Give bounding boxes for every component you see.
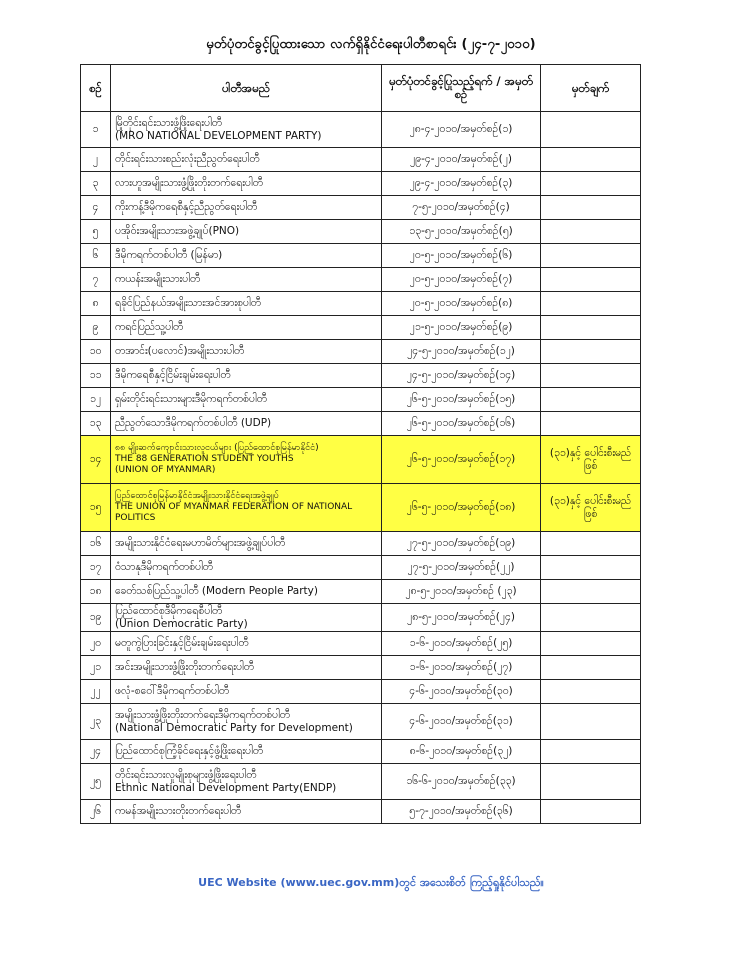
- header-registration-date: မှတ်ပုံတင်ခွင့်ပြုသည့်ရက် / အမှတ်စဉ်: [382, 65, 541, 112]
- row-number: ၂၁: [81, 656, 111, 680]
- party-name-cell: [111, 244, 382, 268]
- party-name: တအာင်း(ပလောင်)အမျိုးသားပါတီ: [115, 345, 245, 357]
- party-name-cell: [111, 364, 382, 388]
- table-row: [81, 340, 641, 364]
- registration-date-cell: ၅-၇-၂၀၁၀/အမှတ်စဉ်(၃၆): [382, 800, 541, 824]
- row-number: ၁၄: [81, 436, 111, 484]
- registration-date-cell: ၂၆-၅-၂၀၁၀/အမှတ်စဉ်(၁၈): [382, 484, 541, 532]
- party-name: လားဟူအမျိုးသားဖွံ့ဖြိုးတိုးတက်ရေးပါတီ: [115, 177, 263, 189]
- party-name-line: Ethnic National Development Party(ENDP): [115, 781, 337, 794]
- remarks-cell: [541, 340, 641, 364]
- party-name-line: POLITICS: [115, 513, 156, 523]
- registration-date-cell: ၂၆-၅-၂၀၁၀/အမှတ်စဉ်(၁၇): [382, 436, 541, 484]
- row-number: ၁၉: [81, 604, 111, 632]
- table-row: [81, 412, 641, 436]
- registration-date-cell: ၂၀-၅-၂၀၁၀/အမှတ်စဉ်(၆): [382, 244, 541, 268]
- remarks-cell: [541, 656, 641, 680]
- registration-date-cell: ၁-၆-၂၀၁၀/အမှတ်စဉ်(၂၇): [382, 656, 541, 680]
- row-number: ၁: [81, 112, 111, 148]
- remarks-cell: (၃၁)နှင့် ပေါင်းစီးမည်ဖြစ်: [541, 484, 641, 532]
- party-name: ပအိုဝ်းအမျိုးသားအဖွဲ့ချုပ်(PNO): [115, 225, 240, 237]
- party-name-cell: [111, 292, 382, 316]
- party-name-cell: [111, 604, 382, 632]
- table-row: [81, 268, 641, 292]
- registration-date-cell: ၂၉-၄-၂၀၁၀/အမှတ်စဉ်(၃): [382, 172, 541, 196]
- remarks-cell: [541, 800, 641, 824]
- table-row: [81, 436, 641, 484]
- table-header-row: [81, 65, 641, 112]
- table-row: [81, 604, 641, 632]
- row-number: ၁၇: [81, 556, 111, 580]
- table-row: [81, 556, 641, 580]
- party-name-line: THE 88 GENERATION STUDENT YOUTHS: [115, 454, 294, 464]
- registration-date-cell: ၈-၆-၂၀၁၀/အမှတ်စဉ်(၃၂): [382, 740, 541, 764]
- party-name: တိုင်းရင်းသားစည်းလုံးညီညွတ်ရေးပါတီ: [115, 153, 260, 165]
- registration-date-cell: ၂၇-၅-၂၀၁၀/အမှတ်စဉ်(၂၂): [382, 556, 541, 580]
- registration-date-cell: ၂၆-၅-၂၀၁၀/အမှတ်စဉ်(၁၆): [382, 412, 541, 436]
- party-name: အမျိုးသားဖွံ့ဖြိုးတိုးတက်ရေးဒီမိုကရက်တစ်ပါတီ: [115, 708, 291, 721]
- row-number: ၁၅: [81, 484, 111, 532]
- party-name-cell: [111, 764, 382, 800]
- table-row: [81, 704, 641, 740]
- registration-date-cell: ၁-၆-၂၀၁၀/အမှတ်စဉ်(၂၅): [382, 632, 541, 656]
- party-name-line: (UNION OF MYANMAR): [115, 465, 216, 475]
- table-row: [81, 740, 641, 764]
- party-name: တိုင်းရင်းသားလူမျိုးစုများဖွံ့ဖြိုးရေးပါတီ: [115, 768, 257, 781]
- party-name-cell: [111, 436, 382, 484]
- party-name: ပြည်ထောင်စုဒီမိုကရေစီပါတီ: [115, 604, 223, 617]
- registration-date-cell: ၂၁-၅-၂၀၁၀/အမှတ်စဉ်(၉): [382, 316, 541, 340]
- party-name: ဖလုံ-စဝေါ်ဒီမိုကရက်တစ်ပါတီ: [115, 685, 230, 697]
- party-name: ဝံသာနုဒီမိုကရက်တစ်ပါတီ: [115, 561, 213, 573]
- remarks-cell: [541, 556, 641, 580]
- registration-date-cell: ၂၈-၄-၂၀၁၀/အမှတ်စဉ်(၁): [382, 112, 541, 148]
- party-name: ကရင်ပြည်သူ့ပါတီ: [115, 321, 184, 333]
- table-row: [81, 112, 641, 148]
- table-row: [81, 292, 641, 316]
- party-register-table: [80, 64, 641, 824]
- party-name: အမျိုးသားနိုင်ငံရေးမဟာမိတ်များအဖွဲ့ချုပ်ပါတီ: [115, 537, 286, 549]
- table-row: [81, 632, 641, 656]
- table-row: [81, 580, 641, 604]
- registration-date-cell: ၂၄-၅-၂၀၁၀/အမှတ်စဉ်(၁၂): [382, 340, 541, 364]
- registration-date-cell: ၄-၆-၂၀၁၀/အမှတ်စဉ်(၃၁): [382, 704, 541, 740]
- registration-date-cell: ၂၀-၅-၂၀၁၀/အမှတ်စဉ်(၇): [382, 268, 541, 292]
- row-number: ၂၅: [81, 764, 111, 800]
- party-name-cell: [111, 632, 382, 656]
- party-name-cell: [111, 704, 382, 740]
- row-number: ၈: [81, 292, 111, 316]
- row-number: ၁၀: [81, 340, 111, 364]
- party-name: ၈၈ မျိုးဆက်ကျောင်းသားလူငယ်များ (ပြည်ထောင်စုမြန်မာနိုင်ငံ): [115, 443, 319, 453]
- row-number: ၁၁: [81, 364, 111, 388]
- table-body: [81, 112, 641, 824]
- party-name-cell: [111, 680, 382, 704]
- table-row: [81, 680, 641, 704]
- party-name-cell: [111, 740, 382, 764]
- party-name-cell: [111, 196, 382, 220]
- party-name: ရှမ်းတိုင်းရင်းသားများဒီမိုကရက်တစ်ပါတီ: [115, 393, 267, 405]
- table-row: [81, 244, 641, 268]
- party-name-line: (MRO NATIONAL DEVELOPMENT PARTY): [115, 129, 322, 142]
- party-name: မတူကွဲပြားခြင်းနှင့်ငြိမ်းချမ်းရေးပါတီ: [115, 637, 249, 649]
- row-number: ၂၃: [81, 704, 111, 740]
- registration-date-cell: ၂၇-၅-၂၀၁၀/အမှတ်စဉ်(၁၉): [382, 532, 541, 556]
- registration-date-cell: ၁၃-၅-၂၀၁၀/အမှတ်စဉ်(၅): [382, 220, 541, 244]
- party-name: ပြည်ထောင်စုကြံ့ခိုင်ရေးနှင့်ဖွံ့ဖြိုးရေးပါတီ: [115, 745, 264, 757]
- row-number: ၁၂: [81, 388, 111, 412]
- party-name-cell: [111, 268, 382, 292]
- row-number: ၄: [81, 196, 111, 220]
- party-name-cell: [111, 172, 382, 196]
- remarks-cell: [541, 764, 641, 800]
- party-name-cell: [111, 656, 382, 680]
- remarks-cell: [541, 244, 641, 268]
- party-name-cell: [111, 532, 382, 556]
- registration-date-cell: ၄-၆-၂၀၁၀/အမှတ်စဉ်(၃၀): [382, 680, 541, 704]
- remarks-cell: [541, 292, 641, 316]
- registration-date-cell: ၂၈-၅-၂၀၁၀/အမှတ်စဉ်(၂၄): [382, 604, 541, 632]
- remarks-cell: [541, 632, 641, 656]
- remarks-cell: [541, 112, 641, 148]
- party-name-cell: [111, 112, 382, 148]
- row-number: ၂၆: [81, 800, 111, 824]
- remarks-cell: [541, 580, 641, 604]
- party-name-cell: [111, 580, 382, 604]
- party-name: အင်းအမျိုးသားဖွံ့ဖြိုးတိုးတက်ရေးပါတီ: [115, 661, 254, 673]
- row-number: ၂: [81, 148, 111, 172]
- table-row: [81, 764, 641, 800]
- registration-date-cell: ၂၀-၅-၂၀၁၀/အမှတ်စဉ်(၈): [382, 292, 541, 316]
- remarks-cell: [541, 316, 641, 340]
- party-name: မြိုတိုင်းရင်းသားဖွံ့ဖြိုးရေးပါတီ: [115, 116, 222, 129]
- remarks-cell: [541, 148, 641, 172]
- party-name-cell: [111, 800, 382, 824]
- row-number: ၂၂: [81, 680, 111, 704]
- table-row: [81, 196, 641, 220]
- remarks-cell: [541, 220, 641, 244]
- registration-date-cell: ၂၉-၄-၂၀၁၀/အမှတ်စဉ်(၂): [382, 148, 541, 172]
- table-row: [81, 364, 641, 388]
- table-row: [81, 316, 641, 340]
- registration-date-cell: ၂၆-၅-၂၀၁၀/အမှတ်စဉ်(၁၅): [382, 388, 541, 412]
- party-name: ပြည်ထောင်စုမြန်မာနိုင်ငံအမျိုးသားနိုင်ငံရေးအဖွဲ့ချုပ်: [115, 491, 279, 501]
- table-row: [81, 484, 641, 532]
- table-row: [81, 800, 641, 824]
- row-number: ၂၄: [81, 740, 111, 764]
- registration-date-cell: ၂၈-၅-၂၀၁၀/အမှတ်စဉ် (၂၃): [382, 580, 541, 604]
- header-number: စဉ်: [81, 65, 111, 112]
- party-name-line: THE UNION OF MYANMAR FEDERATION OF NATIONAL: [115, 502, 353, 512]
- party-name-cell: [111, 388, 382, 412]
- page-title: မှတ်ပုံတင်ခွင့်ပြုထားသော လက်ရှိနိုင်ငံရေးပါတီစာရင်း (၂၄-၇-၂၀၁၀): [206, 37, 536, 52]
- party-name: ဒီမိုကရေစီနှင့်ငြိမ်းချမ်းရေးပါတီ: [115, 369, 231, 381]
- table-row: [81, 172, 641, 196]
- row-number: ၁၃: [81, 412, 111, 436]
- remarks-cell: [541, 364, 641, 388]
- remarks-cell: (၃၁)နှင့် ပေါင်းစီးမည်ဖြစ်: [541, 436, 641, 484]
- row-number: ၃: [81, 172, 111, 196]
- party-name-cell: [111, 340, 382, 364]
- remarks-cell: [541, 172, 641, 196]
- party-name: ရခိုင်ပြည်နယ်အမျိုးသားအင်အားစုပါတီ: [115, 297, 261, 309]
- registration-date-cell: ၁၆-၆-၂၀၁၀/အမှတ်စဉ်(၃၃): [382, 764, 541, 800]
- table-row: [81, 532, 641, 556]
- table-row: [81, 148, 641, 172]
- party-name-line: (National Democratic Party for Development): [115, 721, 353, 734]
- party-name-cell: [111, 316, 382, 340]
- party-name-cell: [111, 484, 382, 532]
- remarks-cell: [541, 680, 641, 704]
- row-number: ၆: [81, 244, 111, 268]
- header-remarks: မှတ်ချက်: [541, 65, 641, 112]
- row-number: ၇: [81, 268, 111, 292]
- footer-website-note: UEC Website (www.uec.gov.mm)တွင် အသေးစိတ် ကြည့်ရှုနိုင်ပါသည်။: [198, 876, 544, 889]
- party-name-cell: [111, 220, 382, 244]
- party-name-line: (Union Democratic Party): [115, 617, 248, 630]
- registration-date-cell: ၂၄-၅-၂၀၁၀/အမှတ်စဉ်(၁၄): [382, 364, 541, 388]
- party-name: ဒီမိုကရက်တစ်ပါတီ (မြန်မာ): [115, 249, 223, 261]
- party-name: ကိုးကန့်ဒီမိုကရေစီနှင့်ညီညွတ်ရေးပါတီ: [115, 201, 258, 213]
- remarks-cell: [541, 532, 641, 556]
- table-row: [81, 388, 641, 412]
- party-name-cell: [111, 412, 382, 436]
- row-number: ၅: [81, 220, 111, 244]
- remarks-cell: [541, 604, 641, 632]
- row-number: ၉: [81, 316, 111, 340]
- registration-date-cell: ၇-၅-၂၀၁၀/အမှတ်စဉ်(၄): [382, 196, 541, 220]
- row-number: ၁၆: [81, 532, 111, 556]
- header-party-name: ပါတီအမည်: [111, 65, 382, 112]
- row-number: ၂၀: [81, 632, 111, 656]
- remarks-cell: [541, 740, 641, 764]
- party-name: ညီညွတ်သောဒီမိုကရက်တစ်ပါတီ (UDP): [115, 417, 272, 429]
- party-name: ကယန်းအမျိုးသားပါတီ: [115, 273, 201, 285]
- remarks-cell: [541, 388, 641, 412]
- table-row: [81, 656, 641, 680]
- party-name-cell: [111, 148, 382, 172]
- remarks-cell: [541, 268, 641, 292]
- remarks-cell: [541, 704, 641, 740]
- table-row: [81, 220, 641, 244]
- party-name: ခေတ်သစ်ပြည်သူ့ပါတီ (Modern People Party): [115, 585, 318, 597]
- row-number: ၁၈: [81, 580, 111, 604]
- remarks-cell: [541, 196, 641, 220]
- party-name: ကမန်အမျိုးသားတိုးတက်ရေးပါတီ: [115, 805, 242, 817]
- remarks-cell: [541, 412, 641, 436]
- party-name-cell: [111, 556, 382, 580]
